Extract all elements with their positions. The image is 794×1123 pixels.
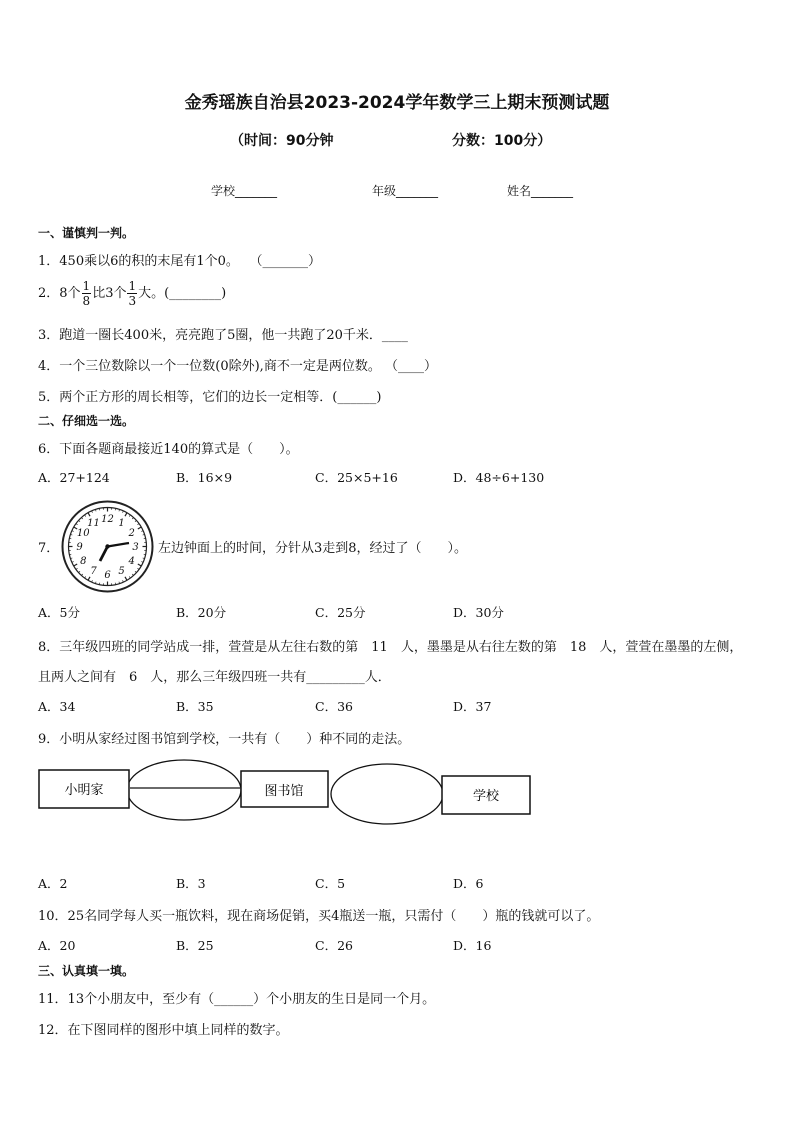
clock-number: 9 — [76, 542, 83, 553]
fraction-1-3 — [127, 280, 137, 307]
question-3: 3．跑道一圈长400米，亮亮跑了5圈，他一共跑了20千米．____ — [38, 328, 408, 343]
fraction-1-8 — [82, 280, 92, 307]
exam-score: 分数：100分） — [452, 133, 552, 149]
route-ellipse-1 — [127, 760, 241, 820]
question-12: 12．在下图同样的图形中填上同样的数字。 — [38, 1023, 289, 1038]
route-ellipse-2 — [331, 764, 443, 824]
q2-prefix: 2．8个 — [38, 286, 81, 301]
fraction-numerator: 1 — [82, 279, 91, 293]
question-6: 6．下面各题商最接近140的算式是（ ）。 — [38, 442, 299, 457]
clock-number: 8 — [80, 556, 87, 567]
school-field: 学校_______ — [211, 184, 278, 198]
q9-option-c: C．5 — [315, 876, 346, 891]
fraction-denominator: 8 — [82, 294, 91, 308]
section-1-heading: 一、谨慎判一判。 — [38, 226, 135, 240]
home-label: 小明家 — [64, 783, 104, 798]
q8-option-b: B．35 — [176, 699, 214, 714]
q10-option-d: D．16 — [453, 938, 492, 953]
section-3-heading: 三、认真填一填。 — [38, 964, 135, 978]
q10-option-c: C．26 — [315, 938, 353, 953]
q7-option-c: C．25分 — [315, 605, 366, 620]
clock-number: 1 — [118, 517, 125, 529]
clock-number: 10 — [76, 528, 90, 539]
clock-number: 2 — [128, 528, 135, 539]
q7-option-b: B．20分 — [176, 605, 227, 620]
q8-option-d: D．37 — [453, 699, 492, 714]
question-11: 11．13个小朋友中，至少有（______）个小朋友的生日是同一个月。 — [38, 992, 436, 1007]
q9-option-d: D．6 — [453, 876, 484, 891]
q6-option-b: B．16×9 — [176, 470, 233, 485]
q7-option-d: D．30分 — [453, 605, 504, 620]
library-label: 图书馆 — [264, 784, 304, 799]
clock-number: 5 — [118, 566, 125, 578]
q6-option-d: D．48÷6+130 — [453, 470, 545, 485]
q9-option-b: B．3 — [176, 876, 206, 891]
question-10: 10．25名同学每人买一瓶饮料，现在商场促销，买4瓶送一瓶，只需付（ ）瓶的钱就可以了。 — [38, 909, 600, 924]
clock-number: 4 — [128, 556, 135, 567]
question-8-line-2: 且两人之间有 6 人，那么三年级四班一共有_________人． — [38, 670, 391, 685]
clock-number: 6 — [104, 570, 111, 581]
question-2 — [38, 280, 226, 307]
name-field: 姓名_______ — [507, 184, 574, 198]
q10-option-b: B．25 — [176, 938, 214, 953]
clock-number: 11 — [87, 517, 100, 529]
clock-number: 7 — [90, 566, 97, 578]
question-8-line-1: 8．三年级四班的同学站成一排，萱萱是从左往右数的第 11 人，墨墨是从右往左数的第 18 人，萱萱在墨墨的左侧， — [38, 640, 743, 655]
q9-option-a: A．2 — [38, 876, 68, 891]
q10-option-a: A．20 — [38, 938, 76, 953]
q7-number: 7． — [38, 541, 60, 556]
fraction-numerator: 1 — [128, 279, 137, 293]
school-label: 学校 — [472, 789, 500, 804]
question-7: 左边钟面上的时间，分针从3走到8，经过了（ ）。 — [158, 541, 468, 556]
clock-center — [105, 544, 109, 548]
q7-option-a: A．5分 — [38, 605, 80, 620]
exam-time: （时间：90分钟 — [230, 133, 334, 149]
q8-option-c: C．36 — [315, 699, 353, 714]
page-title: 金秀瑶族自治县2023-2024学年数学三上期末预测试题 — [184, 93, 610, 113]
question-1: 1．450乘以6的积的末尾有1个0。 （_______） — [38, 254, 322, 269]
question-4: 4．一个三位数除以一个一位数(0除外),商不一定是两位数。 （____） — [38, 359, 437, 374]
clock-number: 3 — [132, 542, 139, 553]
q2-middle: 比3个 — [92, 286, 127, 301]
q2-suffix: 大。(________) — [138, 286, 227, 301]
q6-option-a: A．27+124 — [38, 470, 110, 485]
question-5: 5．两个正方形的周长相等，它们的边长一定相等．(______) — [38, 390, 382, 405]
grade-field: 年级_______ — [372, 184, 439, 198]
q8-option-a: A．34 — [38, 699, 76, 714]
q6-option-c: C．25×5+16 — [315, 470, 398, 485]
fraction-denominator: 3 — [128, 294, 137, 308]
section-2-heading: 二、仔细选一选。 — [38, 414, 135, 428]
question-9: 9．小明从家经过图书馆到学校，一共有（ ）种不同的走法。 — [38, 732, 411, 747]
clock-face — [60, 499, 155, 594]
clock-number: 12 — [101, 514, 114, 525]
route-diagram — [36, 758, 536, 828]
